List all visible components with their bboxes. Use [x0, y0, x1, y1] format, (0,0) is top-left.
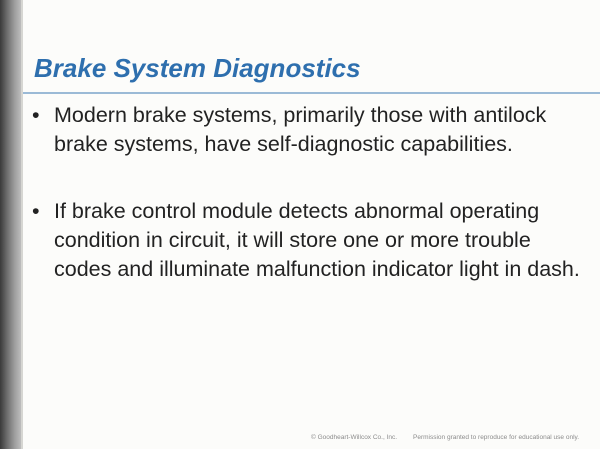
- bullet-item: [32, 101, 592, 159]
- bullet-marker: •: [32, 103, 40, 127]
- bullet-text: If brake control module detects abnormal operating condition in circuit, it will store one or more trouble codes and illuminate malfunction indicator light in dash.: [54, 199, 580, 281]
- left-decorative-band: [0, 0, 21, 449]
- bullet-marker: •: [32, 199, 40, 223]
- bullet-item: [32, 197, 592, 284]
- bullet-text: Modern brake systems, primarily those with antilock brake systems, have self-diagnostic capabilities.: [54, 103, 547, 156]
- footer-permission: Permission granted to reproduce for educational use only.: [413, 434, 580, 441]
- footer-copyright: © Goodheart-Willcox Co., Inc.: [311, 434, 398, 441]
- left-band-edge: [21, 0, 23, 449]
- bullet-list: [32, 101, 592, 322]
- slide-title: Brake System Diagnostics: [34, 53, 361, 83]
- title-divider: [23, 92, 600, 94]
